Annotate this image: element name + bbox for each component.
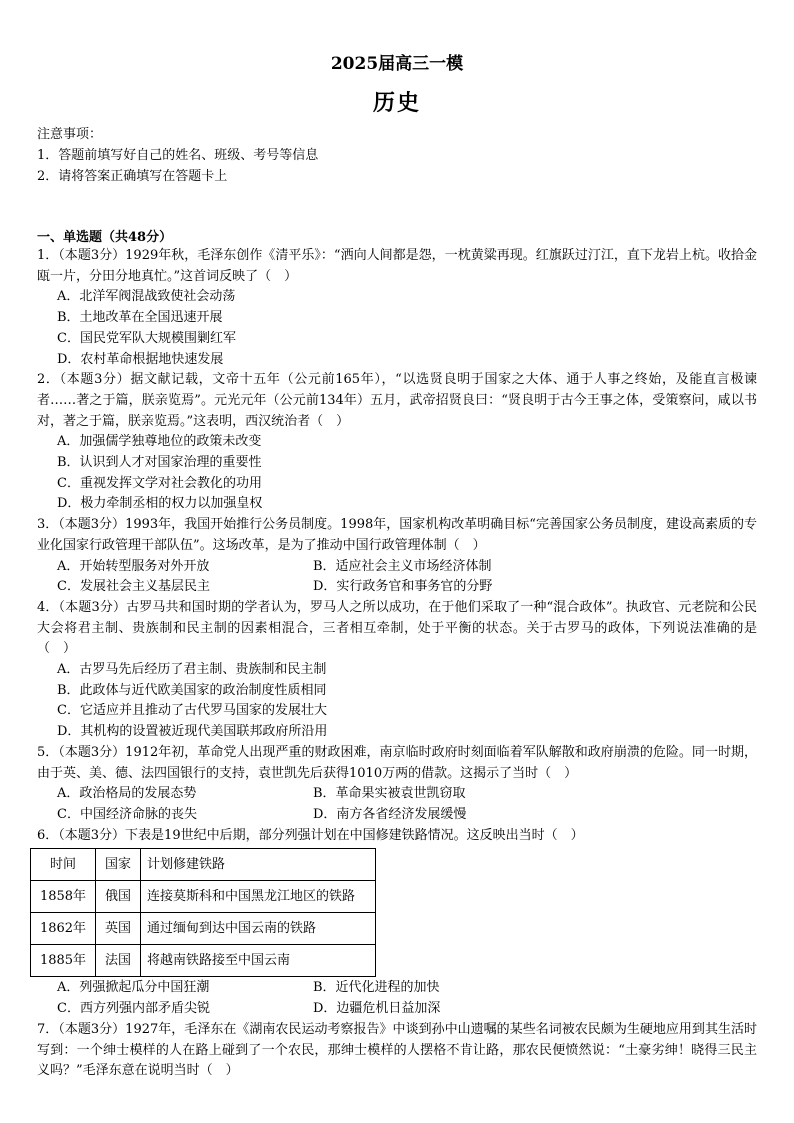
table-cell: 通过缅甸到达中国云南的铁路 [141, 913, 376, 945]
question-5 [37, 743, 757, 826]
table-row [31, 913, 376, 945]
notice-block [37, 124, 318, 187]
option-b[interactable]: B．此政体与近代欧美国家的政治制度性质相同 [57, 682, 327, 698]
table-cell: 连接莫斯科和中国黑龙江地区的铁路 [141, 881, 376, 913]
option-a[interactable]: A．政治格局的发展态势 [57, 786, 197, 802]
option-c[interactable]: C．国民党军队大规模围剿红军 [57, 330, 236, 346]
table-cell: 将越南铁路接至中国云南 [141, 945, 376, 977]
option-row [37, 784, 757, 805]
notice-label: 注意事项： [37, 127, 103, 142]
question-1 [37, 246, 757, 370]
option-b[interactable]: B．近代化进程的加快 [313, 980, 440, 996]
option-row [37, 557, 757, 578]
notice-item: 1．答题前填写好自己的姓名、班级、考号等信息 [37, 148, 319, 163]
option-d[interactable]: D．实行政务官和事务官的分野 [313, 579, 493, 595]
option-c[interactable]: C．重视发挥文学对社会教化的功用 [57, 475, 262, 491]
option-b[interactable]: B．革命果实被袁世凯窃取 [313, 786, 466, 802]
option-b[interactable]: B．认识到人才对国家治理的重要性 [57, 455, 262, 471]
table-header: 时间 [31, 849, 96, 881]
option-row [37, 978, 757, 999]
question-2 [37, 370, 757, 515]
table-cell: 俄国 [96, 881, 141, 913]
option-c[interactable]: C．西方列强内部矛盾尖锐 [57, 1001, 210, 1017]
option-c[interactable]: C．它适应并且推动了古代罗马国家的发展壮大 [57, 703, 327, 719]
option-a[interactable]: A．列强掀起瓜分中国狂潮 [57, 980, 210, 996]
table-header-row [31, 849, 376, 881]
subject-title: 历史 [372, 90, 421, 116]
option-a[interactable]: A．古罗马先后经历了君主制、贵族制和民主制 [57, 662, 327, 678]
table-cell: 法国 [96, 945, 141, 977]
option-d[interactable]: D．农村革命根据地快速发展 [57, 351, 224, 367]
table-row [31, 881, 376, 913]
question-stem: 6．（本题3分）下表是19世纪中后期，部分列强计划在中国修建铁路情况。这反映出当时（ ） [37, 827, 584, 843]
option-d[interactable]: D．其机构的设置被近现代美国联邦政府所沿用 [57, 724, 328, 740]
option-row [37, 577, 757, 598]
railway-table [30, 848, 376, 977]
question-7 [37, 1020, 757, 1082]
question-3 [37, 515, 757, 598]
question-stem: 5．（本题3分）1912年初，革命党人出现严重的财政困难，南京临时政府时刻面临着军队解散和政府崩溃的危险。同一时期，由于英、美、德、法四国银行的支持，袁世凯先后获得1010万两的借款。这揭示了当时（ ） [37, 744, 757, 781]
question-list [37, 246, 757, 1082]
option-b[interactable]: B．土地改革在全国迅速开展 [57, 310, 223, 326]
option-c[interactable]: C．发展社会主义基层民主 [57, 579, 210, 595]
question-stem: 4．（本题3分）古罗马共和国时期的学者认为，罗马人之所以成功，在于他们采取了一种“混合政体”。执政官、元老院和公民大会将君主制、贵族制和民主制的因素相混合，三者相互牵制，处于平衡的状态。关于古罗马的政体，下列说法准确的是（ ） [37, 599, 757, 657]
option-c[interactable]: C．中国经济命脉的丧失 [57, 806, 197, 822]
option-d[interactable]: D．南方各省经济发展缓慢 [313, 806, 467, 822]
option-a[interactable]: A．开始转型服务对外开放 [57, 558, 210, 574]
question-stem: 7．（本题3分）1927年，毛泽东在《湖南农民运动考察报告》中谈到孙中山遗嘱的某些名词被农民颇为生硬地应用到其生活时写到：一个绅士模样的人在路上碰到了一个农民，那绅士模样的人摆格不肯让路，那农民便愤然说：“土豪劣绅！晓得三民主义吗？”毛泽东意在说明当时（ ） [37, 1021, 757, 1079]
table-header: 计划修建铁路 [141, 849, 376, 881]
table-cell: 1885年 [31, 945, 96, 977]
question-4 [37, 598, 757, 743]
table-cell: 1858年 [31, 881, 96, 913]
option-row [37, 999, 757, 1020]
option-a[interactable]: A．北洋军阀混战致使社会动荡 [57, 289, 236, 305]
question-stem: 1．（本题3分）1929年秋，毛泽东创作《清平乐》：“洒向人间都是怨，一枕黄粱再现。红旗跃过汀江，直下龙岩上杭。收拾金瓯一片，分田分地真忙。”这首词反映了（ ） [37, 248, 757, 284]
option-d[interactable]: D．极力牵制丞相的权力以加强皇权 [57, 496, 263, 512]
question-stem: 3．（本题3分）1993年，我国开始推行公务员制度。1998年，国家机构改革明确目标“完善国家公务员制度，建设高素质的专业化国家行政管理干部队伍”。这场改革，是为了推动中国行政管理体制（ ） [37, 517, 757, 553]
notice-item: 2．请将答案正确填写在答题卡上 [37, 169, 228, 184]
option-b[interactable]: B．适应社会主义市场经济体制 [313, 558, 492, 574]
table-row [31, 945, 376, 977]
exam-title: 2025届高三一模 [330, 54, 464, 74]
question-stem: 2．（本题3分）据文献记载，文帝十五年（公元前165年），“以选贤良明于国家之大体、通于人事之终始，及能直言极谏者……著之于篇，朕亲览焉”。元光元年（公元前134年）五月，武帝招贤良曰：“贤良明于古今王事之体，受策察问，咸以书对，著之于篇，朕亲览焉。”这表明，西汉统治者（ ） [37, 372, 757, 429]
option-row [37, 805, 757, 826]
option-d[interactable]: D．边疆危机日益加深 [313, 1001, 441, 1017]
section-title: 一、单选题（共48分） [37, 230, 173, 245]
table-header: 国家 [96, 849, 141, 881]
option-a[interactable]: A．加强儒学独尊地位的政策未改变 [57, 434, 262, 450]
table-cell: 英国 [96, 913, 141, 945]
question-6 [37, 826, 757, 1020]
table-cell: 1862年 [31, 913, 96, 945]
